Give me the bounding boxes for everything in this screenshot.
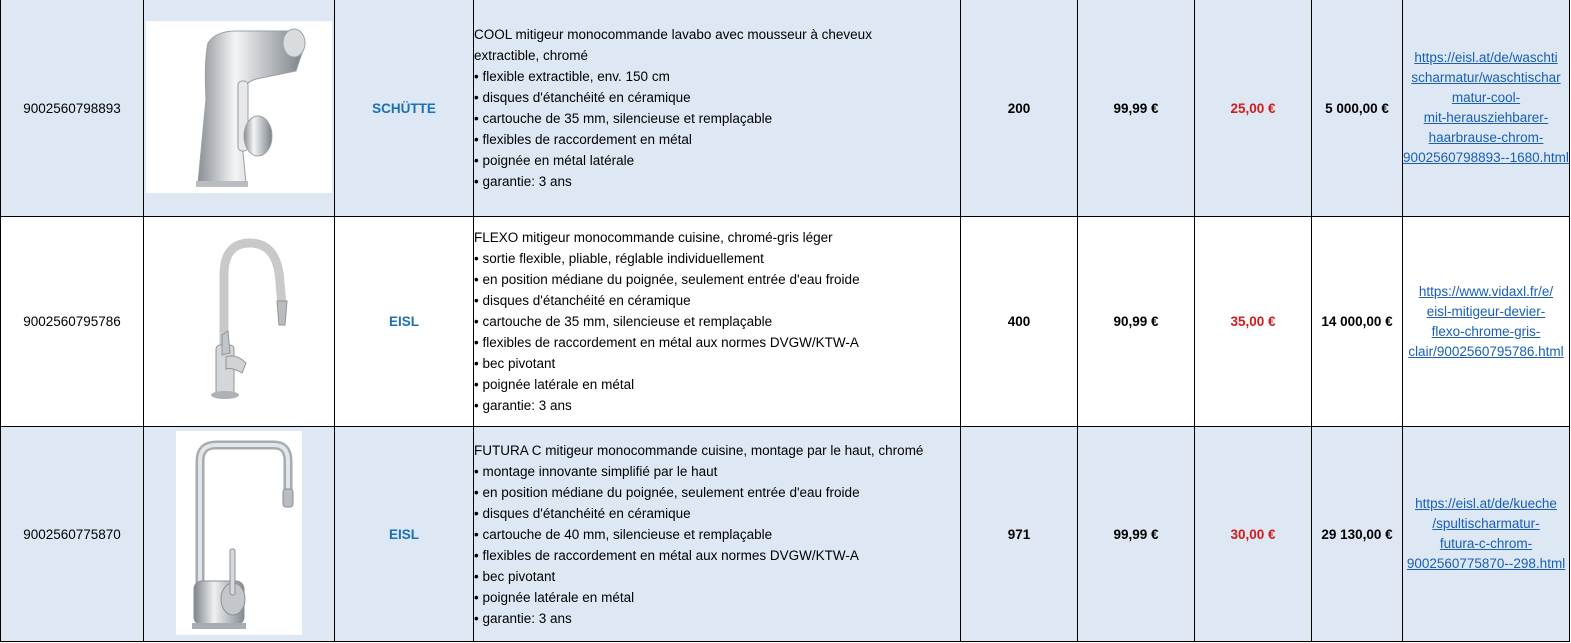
description-line: • cartouche de 40 mm, silencieuse et remplaçable — [474, 526, 773, 542]
description-line: COOL mitigeur monocommande lavabo avec mousseur à cheveux — [474, 27, 872, 42]
total-cell[interactable]: 29 130,00 € — [1312, 427, 1403, 642]
description-line: • en position médiane du poignée, seulement entrée d'eau froide — [474, 272, 860, 287]
description-line: FUTURA C mitigeur monocommande cuisine, montage par le haut, chromé — [474, 442, 924, 458]
description-line: • disques d'étanchéité en céramique — [474, 293, 691, 308]
description-line: • disques d'étanchéité en céramique — [474, 505, 691, 521]
quantity-cell[interactable]: 400 — [961, 217, 1078, 427]
link-line: clair/9002560795786.html — [1408, 343, 1564, 359]
description-line: • flexibles de raccordement en métal — [474, 132, 692, 147]
quantity-cell[interactable]: 200 — [961, 0, 1078, 217]
link-line: https://eisl.at/de/waschti — [1414, 50, 1558, 65]
offer-price-cell[interactable]: 25,00 € — [1195, 0, 1312, 217]
total-cell[interactable]: 14 000,00 € — [1312, 217, 1403, 427]
link-line: https://eisl.at/de/kueche — [1415, 496, 1557, 511]
link-line: /spultischarmatur- — [1432, 516, 1540, 531]
description-line: extractible, chromé — [474, 48, 589, 63]
faucet-kitchen-square-spout-icon — [176, 431, 302, 635]
link-line: 9002560775870--298.html — [1406, 556, 1566, 571]
link-line: eisl-mitigeur-devier- — [1426, 303, 1546, 319]
product-link[interactable] — [1403, 50, 1569, 165]
link-line: futura-c-chrom- — [1439, 536, 1533, 551]
description-line: • cartouche de 35 mm, silencieuse et remplaçable — [474, 111, 773, 126]
description-line: • en position médiane du poignée, seulement entrée d'eau froide — [474, 484, 860, 500]
link-line: scharmatur/waschtischar — [1411, 70, 1561, 85]
price-cell[interactable]: 90,99 € — [1078, 217, 1195, 427]
table-row — [1, 0, 1570, 217]
image-cell[interactable] — [144, 217, 335, 427]
description-line: • garantie: 3 ans — [474, 398, 572, 413]
link-line: flexo-chrome-gris- — [1431, 323, 1541, 339]
offer-price-cell[interactable]: 35,00 € — [1195, 217, 1312, 427]
url-cell[interactable] — [1403, 217, 1570, 427]
link-line: haarbrause-chrom- — [1428, 130, 1544, 145]
description-line: • flexible extractible, env. 150 cm — [474, 69, 670, 84]
quantity-cell[interactable]: 971 — [961, 427, 1078, 642]
description-line: • garantie: 3 ans — [474, 174, 572, 189]
brand-cell[interactable]: EISL — [335, 427, 474, 642]
link-line: 9002560798893--1680.html — [1403, 150, 1569, 165]
description-line: • bec pivotant — [474, 356, 556, 371]
ean-cell[interactable]: 9002560798893 — [1, 0, 144, 217]
description-line: FLEXO mitigeur monocommande cuisine, chromé-gris léger — [474, 230, 833, 245]
ean-cell[interactable]: 9002560775870 — [1, 427, 144, 642]
price-cell[interactable]: 99,99 € — [1078, 427, 1195, 642]
product-link[interactable] — [1408, 284, 1563, 359]
description-line: • disques d'étanchéité en céramique — [474, 90, 691, 105]
description-line: • cartouche de 35 mm, silencieuse et remplaçable — [474, 314, 773, 329]
description-line: • bec pivotant — [474, 568, 556, 584]
brand-cell[interactable]: EISL — [335, 217, 474, 427]
link-line: https://www.vidaxl.fr/e/ — [1418, 283, 1554, 299]
description-line: • montage innovante simplifié par le haut — [474, 463, 718, 479]
image-cell[interactable] — [144, 0, 335, 217]
table-row — [1, 427, 1570, 642]
description-cell[interactable] — [474, 0, 961, 217]
total-cell[interactable]: 5 000,00 € — [1312, 0, 1403, 217]
image-cell[interactable] — [144, 427, 335, 642]
faucet-pull-out-lavabo-icon — [146, 21, 332, 193]
description-line: • poignée en métal latérale — [474, 153, 635, 168]
description-line: • flexibles de raccordement en métal aux normes DVGW/KTW-A — [474, 335, 859, 350]
description-cell[interactable] — [474, 217, 961, 427]
product-link[interactable] — [1407, 496, 1565, 571]
description-line: • sortie flexible, pliable, réglable individuellement — [474, 251, 764, 266]
faucet-flexible-spout-icon — [184, 235, 294, 405]
offer-price-cell[interactable]: 30,00 € — [1195, 427, 1312, 642]
link-line: matur-cool- — [1451, 90, 1521, 105]
price-cell[interactable]: 99,99 € — [1078, 0, 1195, 217]
description-line: • garantie: 3 ans — [474, 610, 572, 626]
description-line: • flexibles de raccordement en métal aux normes DVGW/KTW-A — [474, 547, 859, 563]
url-cell[interactable] — [1403, 0, 1570, 217]
link-line: mit-herausziehbarer- — [1423, 110, 1549, 125]
description-line: • poignée latérale en métal — [474, 589, 635, 605]
url-cell[interactable] — [1403, 427, 1570, 642]
table-row — [1, 217, 1570, 427]
ean-cell[interactable]: 9002560795786 — [1, 217, 144, 427]
description-line: • poignée latérale en métal — [474, 377, 635, 392]
description-cell[interactable] — [474, 427, 961, 642]
brand-cell[interactable]: SCHÜTTE — [335, 0, 474, 217]
